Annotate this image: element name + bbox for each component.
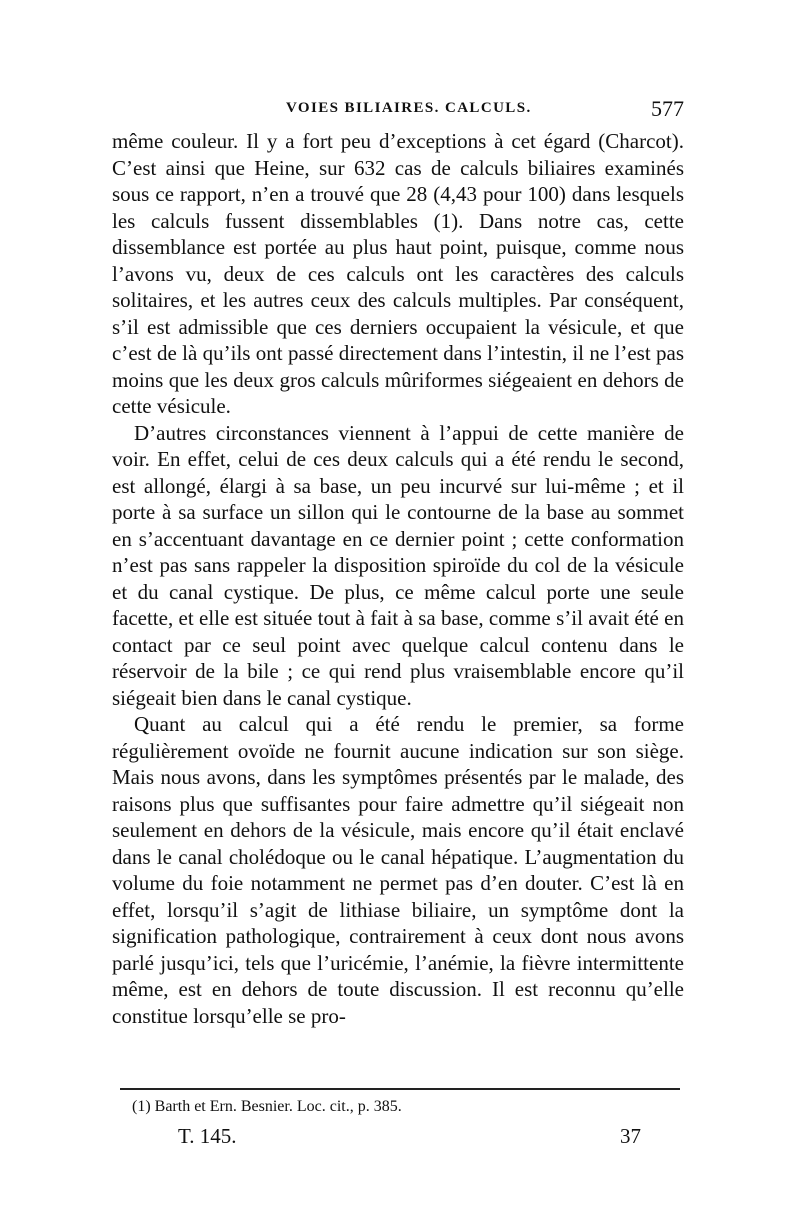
running-title: VOIES BILIAIRES. CALCULS. <box>286 100 532 116</box>
footnote: (1) Barth et Ern. Besnier. Loc. cit., p. 385. <box>132 1098 402 1115</box>
paragraph-3: Quant au calcul qui a été rendu le premier, sa forme régulièrement ovoïde ne fournit aucune indication sur son siège. Mais nous avons, dans les symptômes présentés par le malade, des raisons plus que suffisantes pour faire admettre qu’il siégeait non seulement en dehors de la vésicule, mais encore qu’il était enclavé dans le canal cholédoque ou le canal hépatique. L’augmentation du volume du foie notamment ne permet pas d’en douter. C’est là en effet, lorsqu’il s’agit de lithiase biliaire, un symptôme dont la signification pathologique, contrairement à ceux dont nous avons parlé jusqu’ici, tels que l’uricémie, l’anémie, la fièvre intermittente même, est en dehors de toute discussion. Il est reconnu qu’elle constitue lorsqu’elle se pro- <box>112 712 684 1028</box>
signature-number: 37 <box>620 1124 641 1148</box>
body-text <box>112 128 684 1029</box>
page-number: 577 <box>651 96 684 121</box>
signature-mark: T. 145. <box>178 1124 237 1148</box>
running-header <box>112 96 684 124</box>
footnote-divider <box>120 1088 680 1090</box>
paragraph-2: D’autres circonstances viennent à l’appui de cette manière de voir. En effet, celui de ces deux calculs qui a été rendu le second, est allongé, élargi à sa base, un peu incurvé sur lui-même ; et il porte à sa surface un sillon qui le contourne de la base au sommet en s’accentuant davantage en ce dernier point ; cette conformation n’est pas sans rappeler la disposition spiroïde du col de la vésicule et du canal cystique. De plus, ce même calcul porte une seule facette, et elle est située tout à fait à sa base, comme s’il avait été en contact par ce seul point avec quelque calcul contenu dans le réservoir de la bile ; ce qui rend plus vraisemblable encore qu’il siégeait bien dans le canal cystique. <box>112 420 684 710</box>
paragraph-1: même couleur. Il y a fort peu d’exceptions à cet égard (Charcot). C’est ainsi que Heine, sur 632 cas de calculs biliaires examinés sous ce rapport, n’en a trouvé que 28 (4,43 pour 100) dans lesquels les calculs fussent dissemblables (1). Dans notre cas, cette dissemblance est portée au plus haut point, puisque, comme nous l’avons vu, deux de ces calculs ont les caractères des calculs solitaires, et les autres ceux des calculs multiples. Par conséquent, s’il est admissible que ces derniers occupaient la vésicule, et que c’est de là qu’ils ont passé directement dans l’intestin, il ne l’est pas moins que les deux gros calculs mûriformes siégeaient en dehors de cette vésicule. <box>112 129 684 418</box>
